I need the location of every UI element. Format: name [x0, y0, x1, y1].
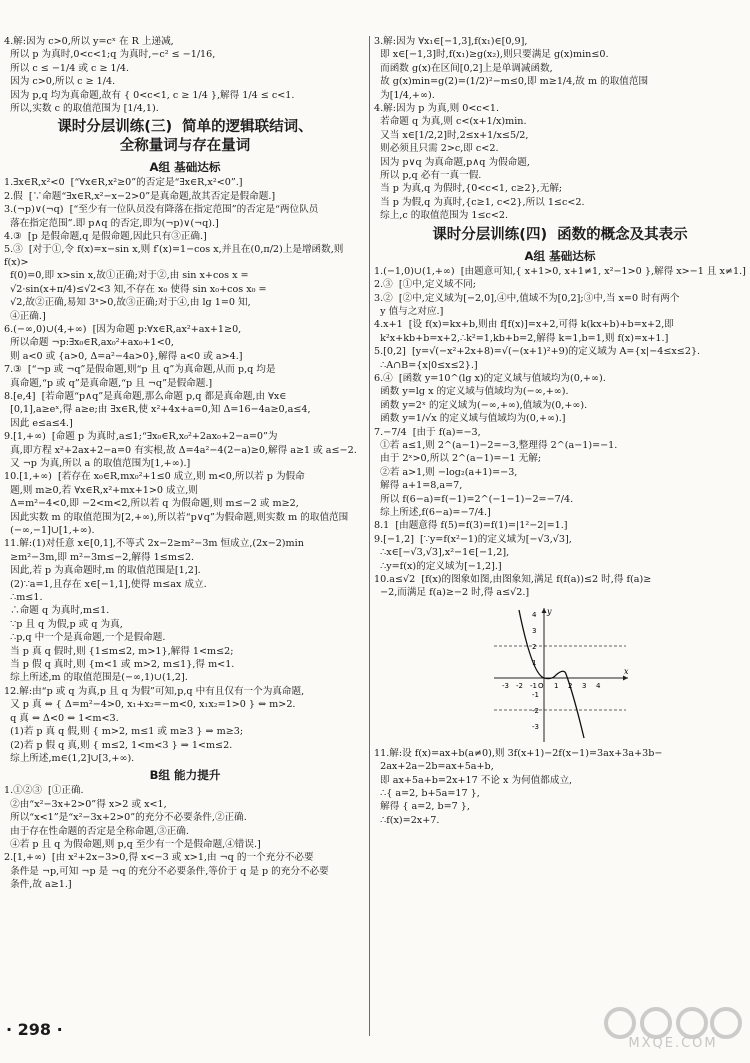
answer-line: 所以 p 为真时,0<c<1;q 为真时,−c² ≤ −1/16, [4, 49, 216, 61]
answer-line: 即 x∈[−1,3]时,f(x₁)≥g(x₂),则只要满足 g(x)min≤0. [374, 49, 609, 61]
answer-line: 函数 y=lg x 的定义域与值域均为(−∞,+∞). [374, 386, 569, 398]
answer-line: 4.③ [p 是假命题,q 是假命题,因此只有③正确.] [4, 231, 207, 243]
section-title-3: 课时分层训练(三) 简单的逻辑联结词、 全称量词与存在量词 [57, 119, 313, 155]
x-axis-arrow-icon [623, 675, 628, 680]
answer-line: ∴f(x)=2x+7. [374, 814, 440, 826]
answer-line: 落在指定范围”.即 p∧q 的否定,即为(¬p)∨(¬q).] [4, 217, 219, 229]
answer-line: (−∞,−1]∪[1,+∞). [4, 525, 95, 536]
answer-line: ∴{ a=2, b+5a=17 }, [374, 788, 480, 800]
answer-line: 3.② [②中,定义域为[−2,0],④中,值域不为[0,2];③中,当 x=0 时有两个 [374, 292, 680, 304]
answer-line: 因此,若 p 为真命题时,m 的取值范围是[1,2]. [4, 565, 201, 577]
answer-line: ∴命题 q 为真时,m≤1. [4, 605, 110, 617]
answer-line: 10.[1,+∞) [若存在 x₀∈R,mx₀²+1≤0 成立,则 m<0,所以若 p 为假命 [4, 471, 305, 483]
y-tick-label: 3 [532, 626, 537, 635]
answer-line: 12.解:由“p 或 q 为真,p 且 q 为假”可知,p,q 中有且仅有一个为真命题, [4, 685, 305, 697]
answer-line: 所以命题 ¬p:∃x₀∈R,ax₀²+ax₀+1<0, [4, 337, 174, 349]
answer-line: 当 p 为假,q 为真时,{c≥1, c<2},所以 1≤c<2. [374, 196, 585, 208]
group-b-title: B组 能力提升 [149, 768, 221, 783]
answer-line: 8.[e,4] [若命题“p∧q”是真命题,那么命题 p,q 都是真命题,由 ∀x∈ [4, 390, 287, 402]
answer-line: y 值与之对应.] [374, 305, 444, 317]
answer-line: 若命题 q 为真,则 c<(x+1/x)min. [374, 116, 527, 128]
x-tick-label: -2 [516, 681, 523, 690]
group-a-title: A组 基础达标 [149, 160, 221, 175]
answer-line: 10.a≤√2 [f(x)的图象如图,由图象知,满足 f(f(a))≤2 时,得 f(a)≥ [374, 574, 652, 586]
watermark-text: MXQE.COM [628, 1036, 718, 1051]
y-tick-labels [532, 611, 539, 731]
answer-line: 因为 c>0,所以 c ≥ 1/4. [4, 76, 116, 88]
answer-line: (2)若 p 假 q 真,则 { m≤2, 1<m<3 } ⇒ 1<m≤2. [4, 739, 233, 751]
answer-block-group-b [4, 785, 366, 891]
answer-line: 综上所述,m 的取值范围是(−∞,1)∪(1,2]. [4, 672, 188, 684]
x-tick-label: 1 [554, 681, 559, 690]
answer-line: ④正确.] [4, 310, 46, 322]
answer-line: √2,故②正确,易知 3ˣ>0,故③正确;对于④,由 lg 1=0 知, [4, 297, 251, 309]
answer-line: 则必须且只需 2>c,即 c<2. [374, 143, 499, 155]
answer-line: 函数 y=1/√x 的定义域与值域均为(0,+∞).] [374, 413, 566, 425]
function-graph [492, 604, 632, 744]
y-axis-arrow-icon [542, 608, 547, 613]
answer-block-prev-section [4, 36, 366, 115]
answer-line: 2.假 [∵命题“∃x∈R,x²−x−2>0”是真命题,故其否定是假命题.] [4, 190, 276, 202]
answer-line: 6.④ [函数 y=10^(lg x)的定义域与值域均为(0,+∞). [374, 372, 606, 384]
answer-line: [0,1],a≥eˣ,得 a≥e;由 ∃x∈R,使 x²+4x+a=0,知 Δ=16−4a≥0,a≤4, [4, 404, 311, 416]
x-axis-label: x [624, 666, 629, 676]
answer-line: 由于 2ˣ>0,所以 2^(a−1)=−1 无解; [374, 453, 542, 465]
answer-line: 故 g(x)min=g(2)=(1/2)²−m≤0,即 m≥1/4,故 m 的取值范围 [374, 76, 649, 88]
answer-block-group-a [4, 177, 366, 765]
y-tick-label: 2 [532, 642, 537, 651]
answer-line: 条件是 ¬p,可知 ¬p 是 ¬q 的充分不必要条件,等价于 q 是 p 的充分不必要 [4, 865, 329, 877]
answer-line: 真,即方程 x²+2ax+2−a=0 有实根,故 Δ=4a²−4(2−a)≥0,解得 a≥1 或 a≤−2. [4, 444, 357, 456]
answer-line: ∴m≤1. [4, 592, 43, 604]
answer-line: 因为 p∨q 为真命题,p∧q 为假命题, [374, 156, 530, 168]
answer-block-continued [374, 36, 746, 223]
answer-line: ∴x∈[−√3,√3],x²−1∈[−1,2], [374, 547, 510, 559]
watermark-icon [600, 1006, 746, 1040]
answer-line: 2.③ [①中,定义域不同; [374, 279, 477, 291]
answer-line: ∴p,q 中一个是真命题,一个是假命题. [4, 632, 166, 644]
answer-line: 9.[−1,2] [∵y=f(x²−1)的定义域为[−√3,√3], [374, 533, 572, 545]
answer-line: 则 a<0 或 {a>0, Δ=a²−4a>0},解得 a<0 或 a>4.] [4, 350, 243, 362]
x-tick-labels [502, 682, 601, 690]
answer-line: 题,则 m≥0,若 ∀x∈R,x²+mx+1>0 成立,则 [4, 484, 198, 496]
answer-line: 所以 c ≤ −1/4 或 c ≥ 1/4. [4, 62, 130, 74]
answer-block-group-b-right [374, 748, 746, 827]
answer-line: 因此实数 m 的取值范围为[2,+∞),所以若“p∨q”为假命题,则实数 m 的取值范围 [4, 511, 349, 523]
answer-line: 条件,故 a≥1.] [4, 879, 72, 891]
column-divider [369, 36, 370, 1036]
answer-line: 1.①②③ [①正确. [4, 785, 84, 797]
x-tick-label: 2 [568, 681, 573, 690]
answer-line: ①若 a≤1,则 2^(a−1)−2=−3,整理得 2^(a−1)=−1. [374, 439, 618, 451]
y-tick-label: 1 [532, 658, 537, 667]
answer-line: 即 ax+5a+b=2x+17 不论 x 为何值都成立, [374, 774, 573, 786]
answer-line: 又 p 真 ⇔ { Δ=m²−4>0, x₁+x₂=−m<0, x₁x₂=1>0 } ⇔ m>2. [4, 699, 296, 711]
answer-line: 函数 y=2ˣ 的定义域为(−∞,+∞),值域为(0,+∞). [374, 399, 588, 411]
answer-line: 3.解:因为 ∀x₁∈[−1,3],f(x₁)∈[0,9], [374, 36, 528, 47]
answer-line: (2)∵a=1,且存在 x∈[−1,1],使得 m≤ax 成立. [4, 578, 207, 590]
answer-line: 而函数 g(x)在区间[0,2]上是单调减函数, [374, 62, 553, 74]
answer-line: q 真 ⇔ Δ<0 ⇔ 1<m<3. [4, 712, 119, 724]
answer-block-group-a-right [374, 266, 746, 600]
section-title-4: 课时分层训练(四) 函数的概念及其表示 [432, 226, 688, 243]
answer-line: 3.(¬p)∨(¬q) [“至少有一位队员没有降落在指定范围”的否定是“两位队员 [4, 204, 319, 216]
x-tick-label: 4 [596, 681, 601, 690]
answer-line: −2,而满足 f(a)≥−2 时,得 a≤√2.] [374, 587, 530, 599]
y-tick-label: -3 [532, 722, 539, 731]
answer-line: ∴y=f(x)的定义域为[−1,2].] [374, 560, 502, 572]
y-tick-label: -1 [532, 690, 539, 699]
y-tick-label: -2 [532, 706, 539, 715]
x-tick-label: 3 [582, 681, 587, 690]
answer-line: ∴A∩B={x|0≤x≤2}.] [374, 359, 478, 371]
answer-line: 当 p 真 q 假时,则 {1≤m≤2, m>1},解得 1<m≤2; [4, 645, 234, 657]
answer-line: 所以 p,q 必有一真一假. [374, 170, 482, 182]
page-number: · 298 · [6, 1020, 63, 1039]
answer-line: 4.x+1 [设 f(x)=kx+b,则由 f[f(x)]=x+2,可得 k(kx+b)+b=x+2,即 [374, 319, 674, 331]
answer-line: 综上所述,f(6−a)=−7/4.] [374, 507, 491, 518]
answer-line: 2ax+2a−2b=ax+5a+b, [374, 761, 494, 773]
answer-line: 因为 p,q 均为真命题,故有 { 0<c<1, c ≥ 1/4 },解得 1/4 ≤ c<1. [4, 89, 295, 101]
answer-line: 为[1/4,+∞). [374, 89, 435, 101]
x-tick-label: O [538, 681, 544, 690]
answer-line: 综上,c 的取值范围为 1≤c<2. [374, 210, 509, 222]
answer-line: Δ=m²−4<0,即 −2<m<2,所以若 q 为假命题,则 m≤−2 或 m≥2, [4, 498, 299, 510]
answer-line: (1)若 p 真 q 假,则 { m>2, m≤1 或 m≥3 } ⇒ m≥3; [4, 726, 244, 738]
answer-line: 9.[1,+∞) [命题 p 为真时,a≤1;“∃x₀∈R,x₀²+2ax₀+2−a=0”为 [4, 431, 278, 443]
answer-line: 5.[0,2] [y=√(−x²+2x+8)=√(−(x+1)²+9)的定义域为 A={x|−4≤x≤2}. [374, 346, 701, 358]
answer-line: 真命题,“p 或 q”是真命题,“p 且 ¬q”是假命题.] [4, 377, 213, 389]
answer-line: 11.解:(1)对任意 x∈[0,1],不等式 2x−2≥m²−3m 恒成立,(2x−2)min [4, 538, 304, 550]
group-a-title-right: A组 基础达标 [524, 248, 596, 263]
answer-line: 5.③ [对于①,令 f(x)=x−sin x,则 f′(x)=1−cos x,并且在(0,π/2)上是增函数,则 f(x)> [4, 244, 347, 268]
answer-line: 4.解:因为 c>0,所以 y=cˣ 在 R 上递减, [4, 36, 174, 47]
function-curve [519, 610, 587, 738]
answer-line: 综上所述,m∈(1,2]∪[3,+∞). [4, 752, 135, 764]
answer-line: ②若 a>1,则 −log₂(a+1)=−3, [374, 466, 518, 478]
answer-line: 1.(−1,0)∪(1,+∞) [由题意可知,{ x+1>0, x+1≠1, x²−1>0 },解得 x>−1 且 x≠1.] [374, 265, 746, 277]
answer-line: 由于存在性命题的否定是全称命题,③正确. [4, 825, 189, 837]
right-column [374, 36, 746, 828]
answer-line: 所以“x<1”是“x²−3x+2>0”的充分不必要条件,②正确. [4, 812, 247, 824]
answer-line: 7.③ [“¬p 或 ¬q”是假命题,则“p 且 q”为真命题,从而 p,q 均是 [4, 364, 276, 376]
answer-line: 当 p 假 q 真时,则 {m<1 或 m>2, m≤1},得 m<1. [4, 659, 235, 671]
answer-line: 当 p 为真,q 为假时,{0<c<1, c≥2},无解; [374, 183, 563, 195]
answer-line: 所以,实数 c 的取值范围为 [1/4,1). [4, 103, 159, 115]
answer-line: 所以 f(6−a)=f(−1)=2^(−1−1)−2=−7/4. [374, 493, 574, 505]
answer-line: 因此 e≤a≤4.] [4, 417, 73, 429]
answer-line: 8.1 [由题意得 f(5)=f(3)=f(1)=|1²−2|=1.] [374, 520, 568, 532]
y-tick-label: 4 [532, 610, 537, 619]
watermark-logo [600, 1006, 746, 1058]
answer-line: 11.解:设 f(x)=ax+b(a≠0),则 3f(x+1)−2f(x−1)=3ax+3a+3b− [374, 747, 663, 759]
answer-line: 又当 x∈[1/2,2]时,2≤x+1/x≤5/2, [374, 129, 529, 141]
answer-line: 解得 { a=2, b=7 }, [374, 801, 470, 813]
answer-line: 7.−7/4 [由于 f(a)=−3, [374, 426, 481, 438]
answer-line: f(0)=0,即 x>sin x,故①正确;对于②,由 sin x+cos x = [4, 270, 249, 282]
x-tick-label: -3 [502, 681, 509, 690]
answer-line: ≥m²−3m,即 m²−3m≤−2,解得 1≤m≤2. [4, 551, 195, 563]
answer-line: 解得 a+1=8,a=7, [374, 480, 463, 492]
answer-line: ④若 p 且 q 为假命题,则 p,q 至少有一个是假命题,④错误.] [4, 838, 261, 850]
answer-line: ∵p 且 q 为假,p 或 q 为真, [4, 618, 123, 630]
answer-line: √2·sin(x+π/4)≤√2<3 知,不存在 x₀ 使得 sin x₀+cos x₀ = [4, 283, 267, 295]
left-column [4, 36, 366, 893]
function-graph-svg [492, 604, 632, 744]
y-axis-label: y [547, 606, 552, 616]
x-tick-label: -1 [530, 681, 537, 690]
answer-line: 1.∃x∈R,x²<0 [“∀x∈R,x²≥0”的否定是“∃x∈R,x²<0”.] [4, 177, 243, 189]
answer-line: 6.(−∞,0)∪(4,+∞) [因为命题 p:∀x∈R,ax²+ax+1≥0, [4, 323, 242, 335]
answer-line: k²x+kb+b=x+2,∴k²=1,kb+b=2,解得 k=1,b=1,则 f(x)=x+1.] [374, 332, 669, 344]
answer-line: 2.[1,+∞) [由 x²+2x−3>0,得 x<−3 或 x>1,由 ¬q 的一个充分不必要 [4, 852, 314, 864]
answer-line: 4.解:因为 p 为真,则 0<c<1. [374, 103, 499, 115]
answer-line: ②由“x²−3x+2>0”得 x>2 或 x<1, [4, 798, 167, 810]
answer-line: 又 ¬p 为真,所以 a 的取值范围为[1,+∞).] [4, 457, 191, 469]
